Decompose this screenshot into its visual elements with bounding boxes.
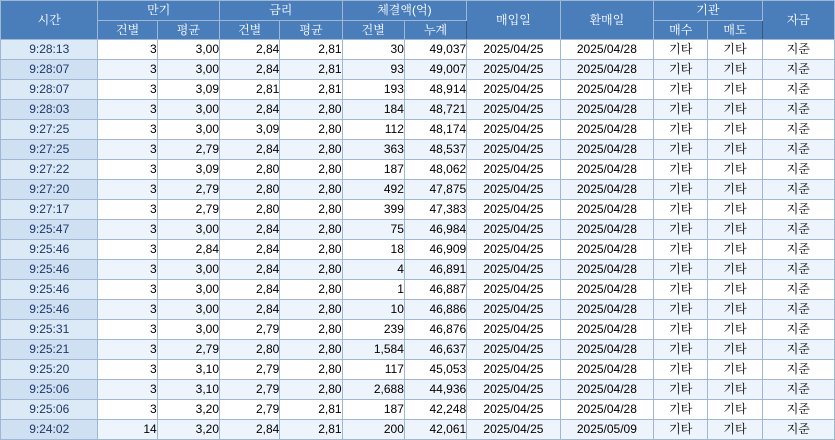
cell-fund: 지준	[762, 400, 834, 420]
cell-rate-each: 2,84	[220, 220, 280, 240]
table-row[interactable]	[1, 340, 835, 360]
cell-buy-date: 2025/04/25	[467, 40, 560, 60]
cell-inst-buy: 기타	[654, 180, 708, 200]
table-row[interactable]	[1, 140, 835, 160]
cell-maturity-avg: 3,09	[157, 80, 219, 100]
cell-maturity-avg: 2,79	[157, 200, 219, 220]
subheader-amount-cum[interactable]: 누계	[404, 21, 466, 40]
cell-inst-sell: 기타	[708, 180, 762, 200]
cell-rate-avg: 2,80	[280, 260, 342, 280]
cell-fund: 지준	[762, 380, 834, 400]
cell-maturity-avg: 3,20	[157, 400, 219, 420]
subheader-inst-sell[interactable]: 매도	[708, 21, 762, 40]
cell-amount-cum: 48,537	[404, 140, 466, 160]
header-rate[interactable]: 금리	[220, 1, 343, 21]
cell-amount-cum: 42,248	[404, 400, 466, 420]
cell-amount-cum: 46,909	[404, 240, 466, 260]
cell-sell-date: 2025/04/28	[560, 340, 653, 360]
table-row[interactable]	[1, 260, 835, 280]
cell-amount-cum: 49,037	[404, 40, 466, 60]
cell-maturity-avg: 3,00	[157, 280, 219, 300]
cell-rate-avg: 2,81	[280, 60, 342, 80]
cell-time: 9:27:25	[1, 120, 98, 140]
cell-rate-each: 2,79	[220, 360, 280, 380]
cell-maturity-avg: 3,00	[157, 220, 219, 240]
cell-maturity-avg: 3,20	[157, 420, 219, 440]
cell-inst-buy: 기타	[654, 160, 708, 180]
cell-amount-each: 187	[342, 400, 404, 420]
cell-sell-date: 2025/04/28	[560, 320, 653, 340]
cell-buy-date: 2025/04/25	[467, 380, 560, 400]
cell-inst-sell: 기타	[708, 140, 762, 160]
table-row[interactable]	[1, 380, 835, 400]
cell-amount-cum: 46,876	[404, 320, 466, 340]
cell-inst-buy: 기타	[654, 140, 708, 160]
cell-maturity-avg: 3,10	[157, 380, 219, 400]
cell-maturity-avg: 3,00	[157, 100, 219, 120]
cell-rate-avg: 2,81	[280, 40, 342, 60]
cell-amount-each: 18	[342, 240, 404, 260]
header-sell-date[interactable]: 환매일	[560, 1, 653, 40]
cell-amount-cum: 47,875	[404, 180, 466, 200]
table-row[interactable]	[1, 300, 835, 320]
cell-rate-each: 2,79	[220, 320, 280, 340]
cell-inst-buy: 기타	[654, 60, 708, 80]
cell-maturity-avg: 2,79	[157, 340, 219, 360]
cell-rate-each: 2,84	[220, 100, 280, 120]
cell-maturity-each: 3	[98, 320, 157, 340]
subheader-amount-each[interactable]: 건별	[342, 21, 404, 40]
cell-maturity-each: 3	[98, 60, 157, 80]
cell-rate-each: 3,09	[220, 120, 280, 140]
table-row[interactable]	[1, 320, 835, 340]
table-row[interactable]	[1, 280, 835, 300]
header-institution[interactable]: 기관	[654, 1, 763, 21]
cell-sell-date: 2025/04/28	[560, 300, 653, 320]
table-row[interactable]	[1, 80, 835, 100]
cell-amount-each: 1,584	[342, 340, 404, 360]
cell-rate-avg: 2,80	[280, 120, 342, 140]
cell-rate-each: 2,80	[220, 160, 280, 180]
cell-inst-buy: 기타	[654, 260, 708, 280]
table-row[interactable]	[1, 180, 835, 200]
cell-amount-each: 93	[342, 60, 404, 80]
cell-sell-date: 2025/04/28	[560, 400, 653, 420]
cell-rate-avg: 2,80	[280, 360, 342, 380]
cell-fund: 지준	[762, 40, 834, 60]
header-maturity[interactable]: 만기	[98, 1, 220, 21]
cell-amount-each: 112	[342, 120, 404, 140]
cell-time: 9:25:21	[1, 340, 98, 360]
cell-inst-sell: 기타	[708, 80, 762, 100]
cell-inst-buy: 기타	[654, 340, 708, 360]
cell-rate-avg: 2,81	[280, 80, 342, 100]
table-row[interactable]	[1, 420, 835, 440]
cell-amount-each: 200	[342, 420, 404, 440]
cell-time: 9:25:06	[1, 400, 98, 420]
cell-sell-date: 2025/04/28	[560, 260, 653, 280]
cell-amount-cum: 48,062	[404, 160, 466, 180]
cell-maturity-each: 3	[98, 160, 157, 180]
cell-inst-buy: 기타	[654, 80, 708, 100]
cell-rate-avg: 2,81	[280, 400, 342, 420]
cell-inst-sell: 기타	[708, 100, 762, 120]
cell-amount-each: 363	[342, 140, 404, 160]
cell-fund: 지준	[762, 80, 834, 100]
cell-fund: 지준	[762, 200, 834, 220]
cell-maturity-each: 3	[98, 120, 157, 140]
cell-inst-buy: 기타	[654, 300, 708, 320]
table-row[interactable]	[1, 120, 835, 140]
cell-maturity-each: 3	[98, 280, 157, 300]
cell-amount-each: 399	[342, 200, 404, 220]
table-row[interactable]	[1, 400, 835, 420]
cell-maturity-each: 3	[98, 220, 157, 240]
cell-rate-avg: 2,80	[280, 340, 342, 360]
cell-time: 9:28:07	[1, 60, 98, 80]
cell-maturity-each: 3	[98, 240, 157, 260]
cell-rate-each: 2,80	[220, 340, 280, 360]
header-buy-date[interactable]: 매입일	[467, 1, 560, 40]
cell-amount-each: 10	[342, 300, 404, 320]
cell-inst-sell: 기타	[708, 220, 762, 240]
cell-time: 9:25:46	[1, 300, 98, 320]
cell-amount-each: 30	[342, 40, 404, 60]
cell-buy-date: 2025/04/25	[467, 120, 560, 140]
cell-fund: 지준	[762, 260, 834, 280]
cell-fund: 지준	[762, 240, 834, 260]
cell-maturity-avg: 2,79	[157, 140, 219, 160]
cell-rate-avg: 2,80	[280, 200, 342, 220]
header-time[interactable]: 시간	[1, 1, 98, 40]
cell-rate-avg: 2,80	[280, 240, 342, 260]
cell-rate-each: 2,79	[220, 400, 280, 420]
cell-inst-sell: 기타	[708, 300, 762, 320]
cell-time: 9:25:06	[1, 380, 98, 400]
cell-buy-date: 2025/04/25	[467, 340, 560, 360]
cell-time: 9:25:46	[1, 260, 98, 280]
cell-rate-each: 2,80	[220, 200, 280, 220]
cell-maturity-each: 3	[98, 200, 157, 220]
cell-rate-each: 2,84	[220, 240, 280, 260]
cell-buy-date: 2025/04/25	[467, 320, 560, 340]
cell-amount-cum: 42,061	[404, 420, 466, 440]
cell-fund: 지준	[762, 140, 834, 160]
cell-sell-date: 2025/04/28	[560, 180, 653, 200]
cell-buy-date: 2025/04/25	[467, 160, 560, 180]
cell-inst-sell: 기타	[708, 420, 762, 440]
cell-sell-date: 2025/04/28	[560, 120, 653, 140]
cell-maturity-avg: 2,79	[157, 180, 219, 200]
cell-sell-date: 2025/04/28	[560, 240, 653, 260]
cell-buy-date: 2025/04/25	[467, 240, 560, 260]
cell-inst-buy: 기타	[654, 360, 708, 380]
subheader-inst-buy[interactable]: 매수	[654, 21, 708, 40]
subheader-rate-avg[interactable]: 평균	[280, 21, 342, 40]
cell-inst-sell: 기타	[708, 340, 762, 360]
cell-rate-each: 2,84	[220, 140, 280, 160]
cell-sell-date: 2025/04/28	[560, 280, 653, 300]
header-fund[interactable]: 자금	[762, 1, 834, 40]
cell-inst-buy: 기타	[654, 380, 708, 400]
subheader-rate-each[interactable]: 건별	[220, 21, 280, 40]
table-row[interactable]	[1, 160, 835, 180]
cell-rate-each: 2,84	[220, 420, 280, 440]
cell-amount-cum: 48,914	[404, 80, 466, 100]
cell-maturity-each: 14	[98, 420, 157, 440]
cell-sell-date: 2025/04/28	[560, 360, 653, 380]
cell-time: 9:25:20	[1, 360, 98, 380]
cell-inst-buy: 기타	[654, 400, 708, 420]
cell-rate-each: 2,84	[220, 260, 280, 280]
cell-amount-cum: 46,984	[404, 220, 466, 240]
cell-inst-buy: 기타	[654, 120, 708, 140]
cell-rate-each: 2,84	[220, 60, 280, 80]
cell-time: 9:25:46	[1, 240, 98, 260]
cell-amount-cum: 48,721	[404, 100, 466, 120]
cell-amount-cum: 46,637	[404, 340, 466, 360]
cell-buy-date: 2025/04/25	[467, 300, 560, 320]
cell-fund: 지준	[762, 420, 834, 440]
cell-amount-each: 184	[342, 100, 404, 120]
cell-buy-date: 2025/04/25	[467, 360, 560, 380]
cell-maturity-each: 3	[98, 300, 157, 320]
cell-rate-avg: 2,80	[280, 320, 342, 340]
table-row[interactable]	[1, 240, 835, 260]
cell-sell-date: 2025/04/28	[560, 220, 653, 240]
cell-fund: 지준	[762, 60, 834, 80]
cell-inst-buy: 기타	[654, 280, 708, 300]
cell-maturity-avg: 3,00	[157, 40, 219, 60]
cell-amount-each: 117	[342, 360, 404, 380]
table-body	[1, 40, 835, 440]
cell-inst-buy: 기타	[654, 40, 708, 60]
cell-inst-sell: 기타	[708, 60, 762, 80]
table-row[interactable]	[1, 60, 835, 80]
cell-maturity-each: 3	[98, 400, 157, 420]
cell-inst-buy: 기타	[654, 320, 708, 340]
cell-buy-date: 2025/04/25	[467, 200, 560, 220]
cell-sell-date: 2025/04/28	[560, 100, 653, 120]
cell-maturity-avg: 3,00	[157, 320, 219, 340]
cell-rate-avg: 2,81	[280, 420, 342, 440]
cell-maturity-avg: 3,00	[157, 260, 219, 280]
cell-maturity-each: 3	[98, 80, 157, 100]
cell-amount-cum: 47,383	[404, 200, 466, 220]
cell-rate-avg: 2,80	[280, 180, 342, 200]
cell-time: 9:27:17	[1, 200, 98, 220]
cell-buy-date: 2025/04/25	[467, 220, 560, 240]
cell-amount-each: 239	[342, 320, 404, 340]
cell-rate-avg: 2,80	[280, 100, 342, 120]
cell-inst-sell: 기타	[708, 240, 762, 260]
cell-buy-date: 2025/04/25	[467, 140, 560, 160]
cell-fund: 지준	[762, 280, 834, 300]
table-header	[1, 1, 835, 40]
cell-inst-buy: 기타	[654, 200, 708, 220]
cell-rate-avg: 2,80	[280, 300, 342, 320]
cell-amount-each: 4	[342, 260, 404, 280]
cell-amount-cum: 45,053	[404, 360, 466, 380]
cell-amount-cum: 44,936	[404, 380, 466, 400]
cell-amount-each: 75	[342, 220, 404, 240]
cell-maturity-each: 3	[98, 360, 157, 380]
header-sub-row	[1, 21, 835, 40]
cell-fund: 지준	[762, 320, 834, 340]
cell-maturity-each: 3	[98, 140, 157, 160]
cell-sell-date: 2025/04/28	[560, 380, 653, 400]
cell-inst-sell: 기타	[708, 400, 762, 420]
cell-fund: 지준	[762, 360, 834, 380]
table-row[interactable]	[1, 100, 835, 120]
cell-fund: 지준	[762, 340, 834, 360]
cell-inst-sell: 기타	[708, 120, 762, 140]
cell-rate-each: 2,80	[220, 180, 280, 200]
cell-time: 9:28:03	[1, 100, 98, 120]
table-row[interactable]	[1, 220, 835, 240]
cell-rate-avg: 2,80	[280, 160, 342, 180]
subheader-maturity-each[interactable]: 건별	[98, 21, 157, 40]
cell-time: 9:27:20	[1, 180, 98, 200]
cell-amount-cum: 46,887	[404, 280, 466, 300]
cell-amount-each: 2,688	[342, 380, 404, 400]
subheader-maturity-avg[interactable]: 평균	[157, 21, 219, 40]
cell-inst-sell: 기타	[708, 260, 762, 280]
cell-sell-date: 2025/04/28	[560, 200, 653, 220]
table-row[interactable]	[1, 200, 835, 220]
cell-time: 9:25:47	[1, 220, 98, 240]
cell-buy-date: 2025/04/25	[467, 180, 560, 200]
cell-inst-sell: 기타	[708, 280, 762, 300]
cell-buy-date: 2025/04/25	[467, 260, 560, 280]
cell-maturity-each: 3	[98, 100, 157, 120]
cell-time: 9:27:25	[1, 140, 98, 160]
cell-fund: 지준	[762, 220, 834, 240]
cell-amount-each: 187	[342, 160, 404, 180]
cell-time: 9:25:46	[1, 280, 98, 300]
cell-inst-buy: 기타	[654, 100, 708, 120]
cell-buy-date: 2025/04/25	[467, 100, 560, 120]
cell-time: 9:28:07	[1, 80, 98, 100]
cell-rate-each: 2,84	[220, 280, 280, 300]
cell-fund: 지준	[762, 180, 834, 200]
cell-rate-avg: 2,80	[280, 220, 342, 240]
cell-maturity-each: 3	[98, 340, 157, 360]
cell-amount-cum: 49,007	[404, 60, 466, 80]
table-row[interactable]	[1, 40, 835, 60]
cell-maturity-avg: 3,00	[157, 60, 219, 80]
cell-maturity-avg: 3,09	[157, 160, 219, 180]
cell-maturity-avg: 3,10	[157, 360, 219, 380]
header-amount[interactable]: 체결액(억)	[342, 1, 467, 21]
cell-rate-each: 2,79	[220, 380, 280, 400]
cell-maturity-avg: 3,00	[157, 300, 219, 320]
cell-inst-buy: 기타	[654, 420, 708, 440]
cell-buy-date: 2025/04/25	[467, 420, 560, 440]
cell-time: 9:28:13	[1, 40, 98, 60]
cell-fund: 지준	[762, 120, 834, 140]
cell-rate-avg: 2,80	[280, 280, 342, 300]
cell-inst-buy: 기타	[654, 240, 708, 260]
cell-amount-cum: 48,174	[404, 120, 466, 140]
cell-maturity-each: 3	[98, 40, 157, 60]
cell-time: 9:24:02	[1, 420, 98, 440]
cell-rate-each: 2,84	[220, 40, 280, 60]
cell-sell-date: 2025/04/28	[560, 60, 653, 80]
cell-maturity-each: 3	[98, 260, 157, 280]
cell-inst-sell: 기타	[708, 320, 762, 340]
cell-inst-buy: 기타	[654, 220, 708, 240]
cell-fund: 지준	[762, 160, 834, 180]
cell-maturity-avg: 2,84	[157, 240, 219, 260]
cell-time: 9:27:22	[1, 160, 98, 180]
cell-inst-sell: 기타	[708, 380, 762, 400]
cell-inst-sell: 기타	[708, 160, 762, 180]
cell-sell-date: 2025/05/09	[560, 420, 653, 440]
cell-inst-sell: 기타	[708, 40, 762, 60]
header-group-row	[1, 1, 835, 21]
cell-buy-date: 2025/04/25	[467, 80, 560, 100]
cell-fund: 지준	[762, 100, 834, 120]
cell-sell-date: 2025/04/28	[560, 80, 653, 100]
cell-maturity-each: 3	[98, 380, 157, 400]
cell-amount-each: 492	[342, 180, 404, 200]
cell-rate-avg: 2,80	[280, 380, 342, 400]
cell-maturity-each: 3	[98, 180, 157, 200]
table-row[interactable]	[1, 360, 835, 380]
cell-buy-date: 2025/04/25	[467, 60, 560, 80]
cell-amount-each: 1	[342, 280, 404, 300]
cell-buy-date: 2025/04/25	[467, 280, 560, 300]
cell-inst-sell: 기타	[708, 360, 762, 380]
cell-fund: 지준	[762, 300, 834, 320]
cell-amount-cum: 46,891	[404, 260, 466, 280]
cell-sell-date: 2025/04/28	[560, 40, 653, 60]
cell-buy-date: 2025/04/25	[467, 400, 560, 420]
cell-amount-cum: 46,886	[404, 300, 466, 320]
cell-maturity-avg: 3,00	[157, 120, 219, 140]
cell-sell-date: 2025/04/28	[560, 140, 653, 160]
cell-sell-date: 2025/04/28	[560, 160, 653, 180]
cell-rate-each: 2,84	[220, 300, 280, 320]
cell-inst-sell: 기타	[708, 200, 762, 220]
cell-rate-each: 2,81	[220, 80, 280, 100]
cell-rate-avg: 2,80	[280, 140, 342, 160]
cell-time: 9:25:31	[1, 320, 98, 340]
cell-amount-each: 193	[342, 80, 404, 100]
